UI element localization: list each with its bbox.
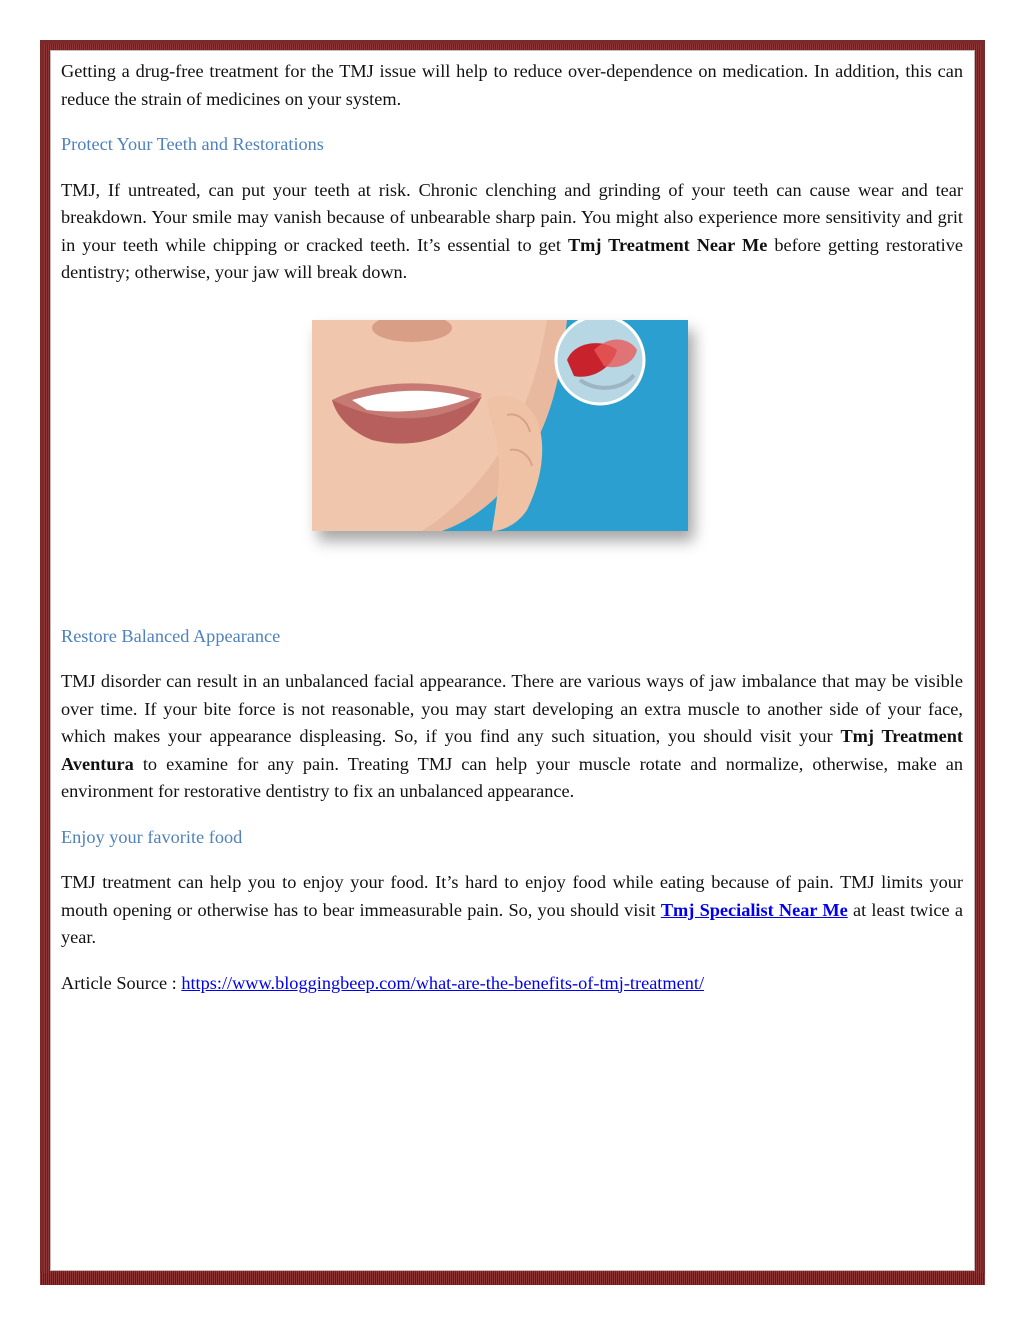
figure-container: [61, 305, 963, 613]
heading-enjoy-food: Enjoy your favorite food: [61, 826, 243, 847]
enjoy-paragraph: [61, 869, 963, 952]
protect-text-2: before getting restorative dentistry; otherwise, your jaw will break down.: [61, 234, 963, 282]
jaw-pain-illustration: [312, 320, 688, 531]
jaw-pain-photo: [312, 320, 688, 531]
heading-restore-appearance: Restore Balanced Appearance: [61, 625, 281, 646]
intro-paragraph: Getting a drug-free treatment for the TMJ issue will help to reduce over-dependence on medication. In addition, this can reduce the strain of medicines on your system.: [61, 61, 963, 109]
restore-text-1: TMJ disorder can result in an unbalanced facial appearance. There are various ways of jaw imbalance that may be visible over time. If your bite force is not reasonable, you may start developing an extra muscle to another side of your face, which makes your appearance displeasing. So, if you find any such situation, you should visit your: [61, 671, 963, 746]
page-border-bottom-bar: [40, 1273, 985, 1285]
article-body: [61, 58, 963, 1015]
article-source: [61, 970, 963, 998]
restore-text-2: to examine for any pain. Treating TMJ can help your muscle rotate and normalize, otherwise, make an environment for restorative dentistry to fix an unbalanced appearance.: [61, 753, 963, 801]
heading-protect-teeth: Protect Your Teeth and Restorations: [61, 134, 324, 154]
protect-keyword: Tmj Treatment Near Me: [567, 234, 768, 255]
tmj-specialist-link[interactable]: Tmj Specialist Near Me: [660, 899, 848, 920]
protect-text-1: TMJ, If untreated, can put your teeth at risk. Chronic clenching and grinding of your teeth can cause wear and tear breakdown. Your smile may vanish because of unbearable sharp pain. You might also experience more sensitivity and grit in your teeth while chipping or cracked teeth. It’s essential to get: [61, 179, 963, 255]
protect-paragraph: [61, 177, 963, 287]
source-link[interactable]: https://www.bloggingbeep.com/what-are-the-benefits-of-tmj-treatment/: [181, 972, 705, 993]
enjoy-text-1: TMJ treatment can help you to enjoy your food. It’s hard to enjoy food while eating because of pain. TMJ limits your mouth opening or otherwise has to bear immeasurable pain. So, you should visit: [61, 872, 963, 920]
source-label: Article Source :: [61, 972, 182, 993]
restore-paragraph: [61, 668, 963, 806]
restore-keyword: Tmj Treatment Aventura: [61, 726, 964, 774]
enjoy-text-2: at least twice a year.: [61, 899, 963, 947]
